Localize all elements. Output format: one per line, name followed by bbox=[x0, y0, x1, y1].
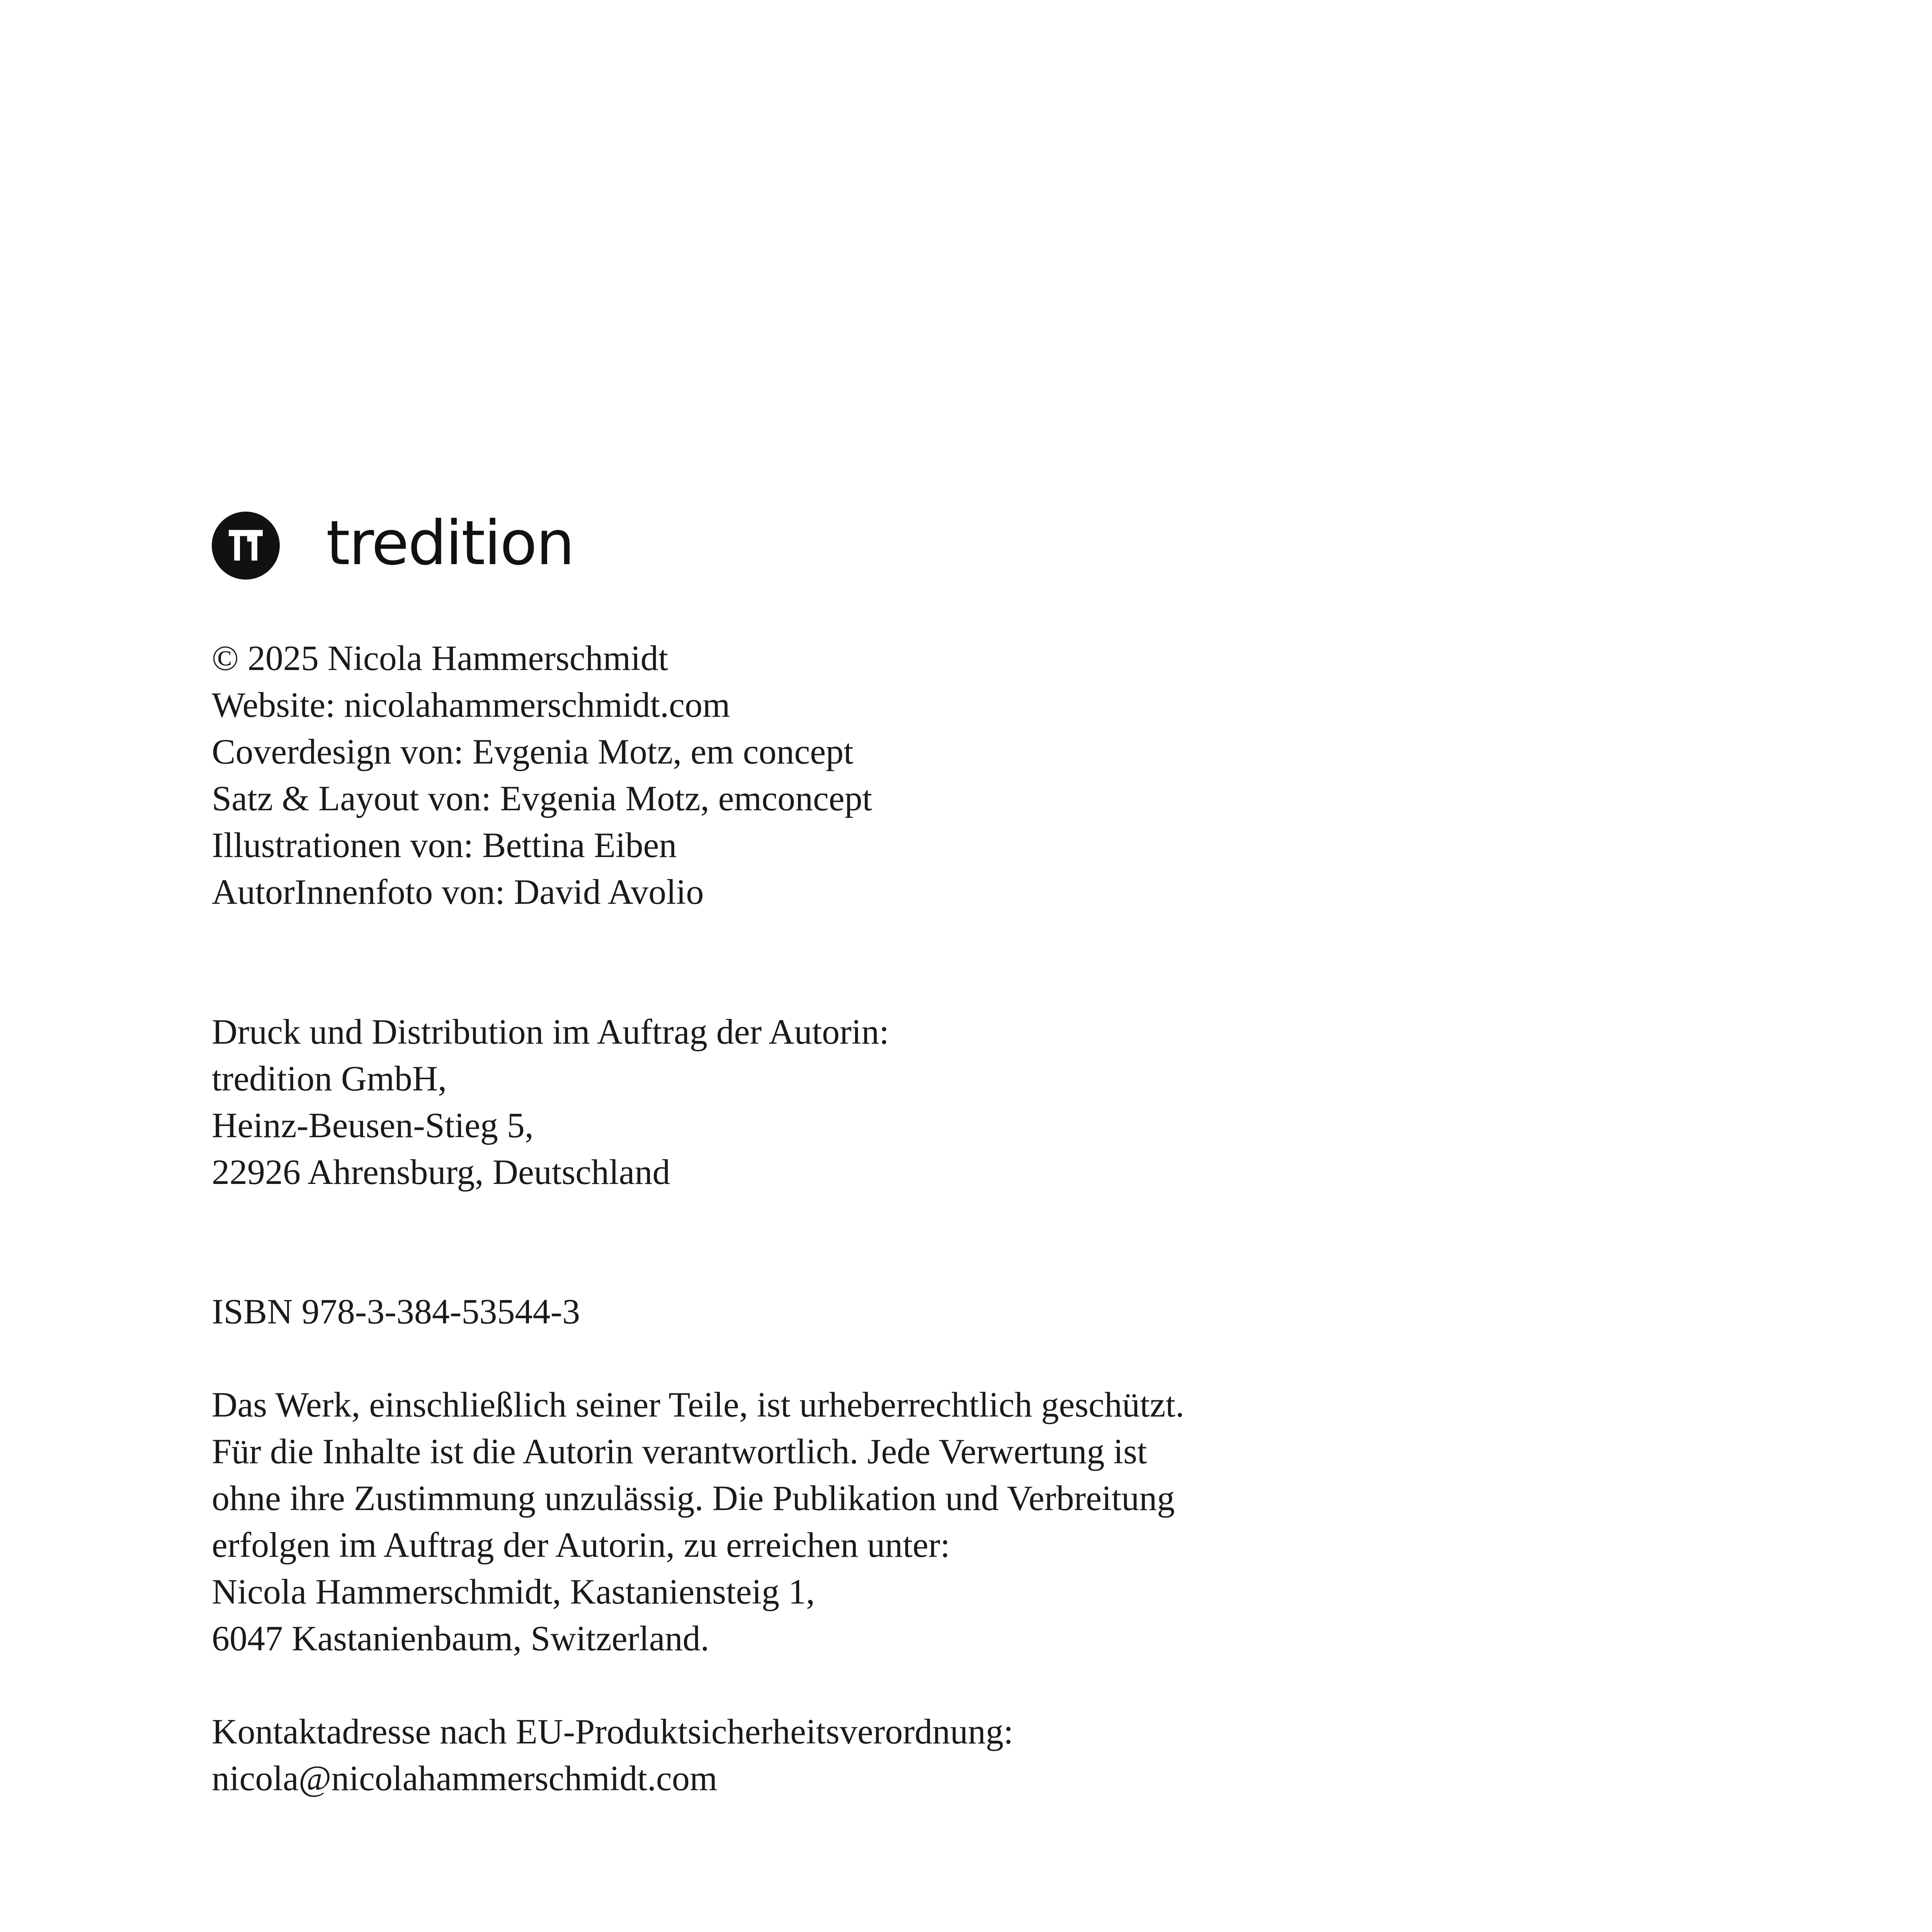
author-photo-line: AutorInnenfoto von: David Avolio bbox=[212, 872, 704, 912]
legal-address-city: 6047 Kastanienbaum, Switzerland. bbox=[212, 1619, 709, 1658]
legal-address-name: Nicola Hammerschmidt, Kastaniensteig 1, bbox=[212, 1572, 815, 1611]
isbn-line: ISBN 978-3-384-53544-3 bbox=[212, 1292, 580, 1331]
isbn-block bbox=[212, 1288, 580, 1335]
publisher-wordmark: tredition bbox=[326, 508, 574, 579]
illustrations-line: Illustrationen von: Bettina Eiben bbox=[212, 825, 677, 865]
legal-line: ohne ihre Zustimmung unzulässig. Die Publikation und Verbreitung bbox=[212, 1478, 1175, 1518]
legal-line: Das Werk, einschließlich seiner Teile, ist urheberrechtlich geschützt. bbox=[212, 1385, 1184, 1424]
website-line: Website: nicolahammerschmidt.com bbox=[212, 685, 730, 724]
credits-block bbox=[212, 635, 872, 915]
legal-line: Für die Inhalte ist die Autorin verantwortlich. Jede Verwertung ist bbox=[212, 1432, 1147, 1471]
printer-street: Heinz-Beusen-Stieg 5, bbox=[212, 1105, 534, 1145]
printer-company: tredition GmbH, bbox=[212, 1059, 447, 1098]
contact-block bbox=[212, 1708, 1014, 1802]
copyright-line: © 2025 Nicola Hammerschmidt bbox=[212, 638, 668, 678]
publisher-logo bbox=[212, 508, 574, 580]
printer-city: 22926 Ahrensburg, Deutschland bbox=[212, 1152, 670, 1192]
contact-email: nicola@nicolahammerschmidt.com bbox=[212, 1759, 718, 1798]
printer-heading: Druck und Distribution im Auftrag der Autorin: bbox=[212, 1012, 889, 1051]
layout-line: Satz & Layout von: Evgenia Motz, emconcept bbox=[212, 779, 872, 818]
printer-block bbox=[212, 1009, 889, 1196]
legal-notice bbox=[212, 1381, 1184, 1662]
tredition-logo-icon bbox=[212, 512, 280, 580]
contact-heading: Kontaktadresse nach EU-Produktsicherheitsverordnung: bbox=[212, 1712, 1014, 1751]
legal-line: erfolgen im Auftrag der Autorin, zu erreichen unter: bbox=[212, 1525, 950, 1565]
cover-design-line: Coverdesign von: Evgenia Motz, em concept bbox=[212, 732, 854, 771]
